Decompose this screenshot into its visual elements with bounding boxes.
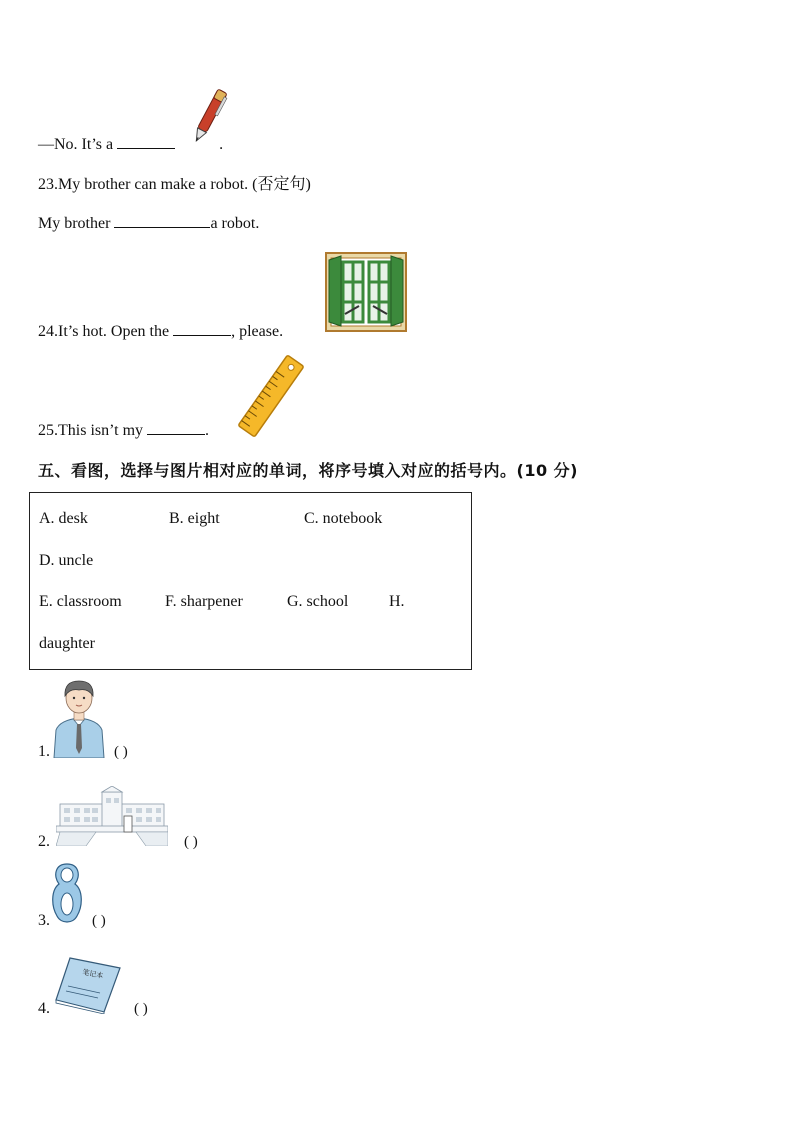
q22-answer-blank[interactable] [117,134,175,149]
q23-question: 23.My brother can make a robot. (否定句) [38,176,311,193]
q24-text-before: 24.It’s hot. Open the [38,323,170,340]
q23-answer-prefix: My brother [38,215,111,232]
section5-heading: 五、看图，选择与图片相对应的单词，将序号填入对应的括号内。(10 分) [38,461,578,480]
q25-text-after: . [205,422,210,439]
ruler-icon [232,354,310,438]
q24-line [38,321,283,341]
option-b: B. eight [169,510,220,527]
item-2-answer-paren[interactable]: ( ) [184,834,198,850]
item-4-answer-paren[interactable]: ( ) [134,1001,148,1017]
option-c: C. notebook [304,510,383,527]
option-e: E. classroom [39,593,122,610]
option-f: F. sharpener [165,593,243,610]
q23-answer-suffix: a robot. [210,215,260,232]
item-2-number: 2. [38,833,50,850]
item-1-answer-paren[interactable]: ( ) [114,744,128,760]
item-4 [38,1000,148,1018]
option-d: D. uncle [39,552,94,569]
item-3 [38,912,106,930]
item-1 [38,743,128,761]
q25-text-before: 25.This isn’t my [38,422,144,439]
q25-line [38,420,209,440]
options-box [29,492,472,670]
item-3-answer-paren[interactable]: ( ) [92,913,106,929]
q24-text-after: , please. [231,323,284,340]
q25-answer-blank[interactable] [147,420,205,435]
window-icon [325,252,407,332]
item-3-number: 3. [38,912,50,929]
q22-suffix: . [219,136,224,153]
q22-prefix: —No. It’s a [38,136,114,153]
q24-answer-blank[interactable] [173,321,231,336]
option-g: G. school [287,593,349,610]
option-h-word: daughter [39,635,95,652]
q23-answer-blank[interactable] [114,213,210,228]
item-2 [38,833,198,851]
notebook-label: 笔记本 [81,968,104,981]
item-4-number: 4. [38,1000,50,1017]
option-h: H. [389,593,405,610]
item-1-number: 1. [38,743,50,760]
q23-answer-line [38,213,259,233]
pen-icon [188,84,230,150]
option-a: A. desk [39,510,88,527]
